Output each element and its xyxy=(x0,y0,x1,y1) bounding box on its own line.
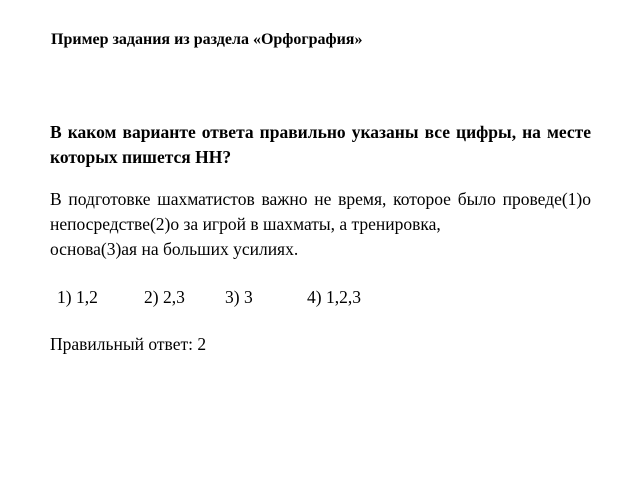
correct-answer: Правильный ответ: 2 xyxy=(50,334,207,354)
option-1: 1) 1,2 xyxy=(57,287,98,307)
question-text: В каком варианте ответа правильно указаны все цифры, на месте которых пишется НН? xyxy=(50,122,591,167)
option-4: 4) 1,2,3 xyxy=(307,287,361,307)
option-3: 3) 3 xyxy=(225,287,253,307)
passage-body: В подготовке шахматистов важно не время, которое было проведе(1)о непосредстве(2)о за игрой в шахматы, а тренировка, xyxy=(50,189,591,234)
section-heading: Пример задания из раздела «Орфография» xyxy=(51,31,363,48)
passage-text xyxy=(50,187,591,262)
option-2: 2) 2,3 xyxy=(144,287,185,307)
passage-last-line: основа(3)ая на больших усилиях. xyxy=(50,239,299,259)
